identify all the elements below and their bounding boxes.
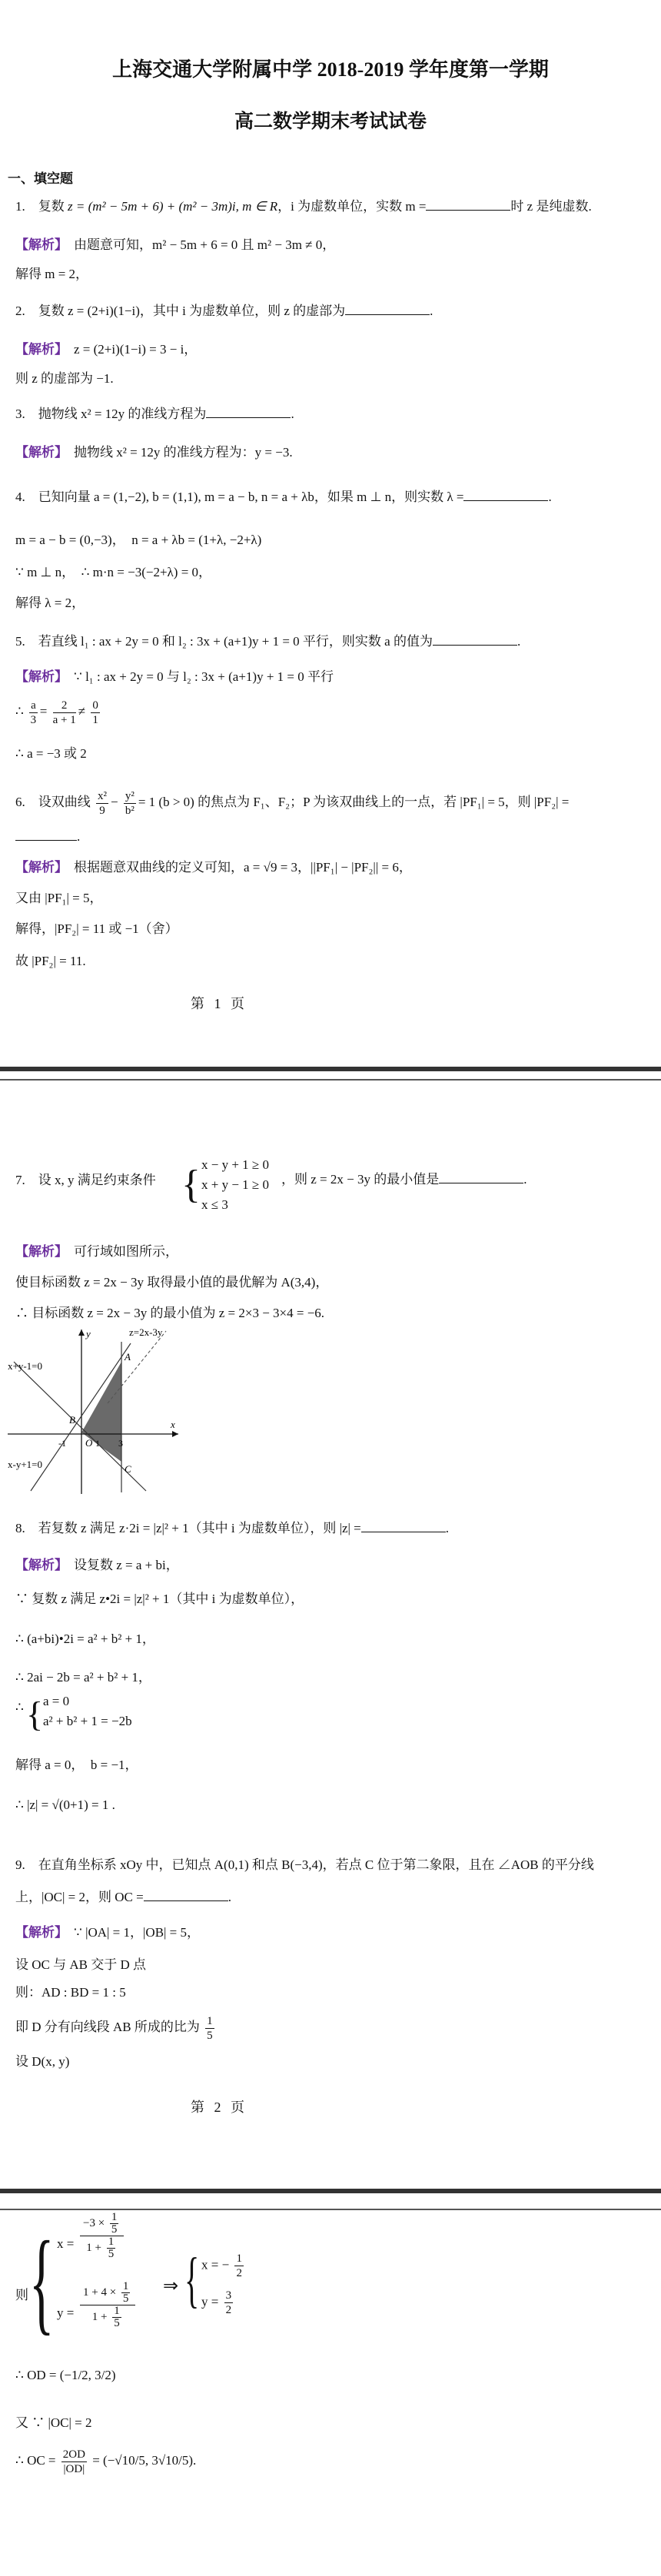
constraint-3: x ≤ 3: [201, 1197, 228, 1212]
page-number: 第 2 页: [191, 2100, 247, 2115]
solution-7-line: 使目标函数 z = 2x − 3y 取得最小值的最优解为 A(3,4)，: [15, 1275, 329, 1290]
page-1: [0, 0, 661, 1061]
answer-blank: [206, 417, 291, 418]
tick-1: 1: [95, 1438, 100, 1449]
solution-9-od: ∴ OD = (−1/2, 3/2): [15, 2368, 116, 2382]
solution-9-line: 又 ∵ |OC| = 2: [15, 2415, 92, 2430]
brace-icon: {: [29, 2218, 55, 2345]
answer-blank: [426, 210, 510, 211]
question-4: 4. 已知向量 a = (1,−2), b = (1,1), m = a − b, n = a + λb，如果 m ⊥ n，则实数 λ = .: [15, 490, 552, 504]
y-equation: y =: [57, 2305, 75, 2320]
section-heading: 一、填空题: [8, 171, 73, 186]
question-5: 5. 若直线 l₁ : ax + 2y = 0 和 l₂ : 3x + (a+1)y + 1 = 0 平行，则实数 a 的值为 .: [15, 634, 521, 649]
answer-blank: [144, 1900, 228, 1901]
tick-neg1: -1: [58, 1438, 66, 1449]
solution-7: 【解析】 可行域如图所示，: [15, 1244, 178, 1259]
label-objective: z=2x-3y: [129, 1326, 163, 1338]
question-7-tail: ，则 z = 2x − 3y 的最小值是 .: [281, 1172, 527, 1187]
label-point-c: C: [125, 1463, 131, 1475]
page-divider: [0, 1067, 661, 1071]
analysis-tag: 【解析】: [15, 669, 68, 684]
label-x: x: [171, 1419, 175, 1430]
solution-4-line: 解得 λ = 2，: [15, 596, 85, 610]
page-top-rule: [0, 2209, 661, 2210]
solution-8-line: ∴ 2ai − 2b = a² + b² + 1，: [15, 1670, 151, 1685]
x-equation: x =: [57, 2236, 75, 2251]
answer-blank: [463, 500, 548, 501]
solution-9-ratio: 即 D 分有向线段 AB 所成的比为 $\frac{1}{5}$: [15, 2014, 213, 2042]
solution-2-line: 则 z 的虚部为 −1.: [15, 371, 114, 386]
label-line-1: x+y-1=0: [8, 1360, 42, 1372]
solution-5: 【解析】 ∵ l₁ : ax + 2y = 0 与 l₂ : 3x + (a+1)y + 1 = 0 平行: [15, 669, 334, 684]
answer-blank-line: .: [15, 827, 80, 847]
solution-8-line: 解得 a = 0， b = −1，: [15, 1758, 138, 1772]
label-line-2: x-y+1=0: [8, 1459, 42, 1470]
analysis-tag: 【解析】: [15, 342, 68, 357]
question-2: 2. 复数 z = (2+i)(1−i)，其中 i 为虚数单位，则 z 的虚部为 .: [15, 304, 433, 318]
answer-blank: [15, 840, 77, 841]
solution-6-line: 解得，|PF₂| = 11 或 −1（舍）: [15, 921, 178, 936]
solution-9-line: 设 OC 与 AB 交于 D 点: [15, 1957, 147, 1972]
label-y: y: [86, 1328, 91, 1339]
label-point-a: A: [125, 1351, 131, 1363]
solution-5-fractions: ∴ $\frac{a}{3}$ = $\frac{2}{a + 1}$ ≠ $\frac{0}{1}$: [15, 699, 98, 726]
analysis-tag: 【解析】: [15, 1558, 68, 1572]
constraint-1: x − y + 1 ≥ 0: [201, 1157, 270, 1172]
solution-1-line: 解得 m = 2，: [15, 267, 89, 281]
page-2: 7. 设 x, y 满足约束条件 { x − y + 1 ≥ 0 x + y − 1 ≥ 0 x ≤ 3 ，则 z = 2x − 3y 的最小值是 . 【解析】 可行域如图所示， 使目标函数 z = 2x − 3y 取得最小值的最优解为 A(3,4)， ∴ 目标函数 z = 2x − 3y 的最小值为 z = 2×3 − 3×4 = −6. z=2x-3y x+y-1=0 x-y+1=0 A B C O -1 1 3 x y 8. 若复数 z 满足 z·2i = |z|² + 1（其中 i 为虚数单位），则 |z| = . 【解析】 设复数 z = a + bi， ∵ 复数 z 满足 z•2i = |z|² + 1（其中 i 为虚数单位）， ∴ (a+bi)•2i = a² + b² + 1， ∴ 2ai − 2b = a² + b² + 1， ∴ { a = 0 a² + b² + 1 = −2b 解得 a = 0， b = −1， ∴ |z| = √(0+1) = 1 . 9. 在直角坐标系 xOy 中，已知点 A(0,1) 和点 B(−3,4)，若点 C 位于第二象限，且在 ∠AOB 的平分线 上，|OC| = 2，则 OC = . 【解析】 ∵ |OA| = 1，|OB| = 5， 设 OC 与 AB 交于 D 点 则：AD : BD = 1 : 5 即 D 分有向线段 AB 所成的比为 $\frac{1}{5}$ 设 D(x, y) 第 2 页: [0, 1079, 661, 2178]
solution-4-line: ∵ m ⊥ n， ∴ m·n = −3(−2+λ) = 0，: [15, 565, 212, 579]
brace-icon: {: [184, 2246, 200, 2314]
result-x: x = − $\frac{1}{2}$: [201, 2252, 242, 2279]
solution-9-line: 设 D(x, y): [15, 2054, 70, 2069]
answer-blank: [433, 645, 517, 646]
solution-6: 【解析】 根据题意双曲线的定义可知，a = √9 = 3，||PF₁| − |PF₂|| = 6，: [15, 860, 412, 875]
brace-icon: {: [181, 1163, 201, 1207]
analysis-tag: 【解析】: [15, 1244, 68, 1259]
constraint-2: x + y − 1 ≥ 0: [201, 1177, 270, 1192]
solution-7-line: ∴ 目标函数 z = 2x − 3y 的最小值为 z = 2×3 − 3×4 = −6.: [15, 1306, 325, 1320]
brace-icon: {: [26, 1695, 44, 1734]
analysis-tag: 【解析】: [15, 445, 68, 460]
x-fraction: −3 × $\frac{1}{5}$ 1 + $\frac{1}{5}$: [80, 2212, 124, 2260]
question-7: 7. 设 x, y 满足约束条件: [15, 1173, 156, 1187]
solution-9: 【解析】 ∵ |OA| = 1，|OB| = 5，: [15, 1925, 201, 1940]
solution-2: 【解析】 z = (2+i)(1−i) = 3 − i，: [15, 342, 198, 357]
page-3: [0, 2206, 661, 2576]
analysis-tag: 【解析】: [15, 860, 68, 875]
question-6: 6. 设双曲线 $\frac{\text{x²}}{9}$ − $\frac{\text{y²}}{\text{b²}}$ = 1 (b > 0) 的焦点为 F₁、F₂；P 为该双曲线上的一点，若 |PF₁| = 5，则 |PF₂| =: [15, 789, 570, 817]
question-9-line-2: 上，|OC| = 2，则 OC = .: [15, 1890, 231, 1904]
y-axis-arrow-icon: [78, 1329, 85, 1336]
y-fraction: 1 + 4 × $\frac{1}{5}$ 1 + $\frac{1}{5}$: [80, 2281, 135, 2329]
question-1: 1. 复数 z = (m² − 5m + 6) + (m² − 3m)i, m ∈ R，i 为虚数单位，实数 m = 时 z 是纯虚数.: [15, 199, 592, 214]
question-3: 3. 抛物线 x² = 12y 的准线方程为 .: [15, 407, 294, 421]
solution-8: 【解析】 设复数 z = a + bi，: [15, 1558, 179, 1572]
solution-8-line: ∴ |z| = √(0+1) = 1 .: [15, 1798, 115, 1812]
tick-3: 3: [118, 1438, 123, 1449]
solution-5-line: ∴ a = −3 或 2: [15, 746, 87, 761]
feasible-region-graph: [8, 1326, 184, 1495]
x-axis-arrow-icon: [172, 1431, 178, 1437]
label-origin: O: [85, 1437, 93, 1449]
page-number: 第 1 页: [191, 996, 247, 1011]
solution-1: 【解析】 由题意可知，m² − 5m + 6 = 0 且 m² − 3m ≠ 0，: [15, 237, 336, 252]
question-8: 8. 若复数 z 满足 z·2i = |z|² + 1（其中 i 为虚数单位），则 |z| = .: [15, 1521, 450, 1535]
page-divider: [0, 2189, 661, 2193]
solution-4-line: m = a − b = (0,−3)， n = a + λb = (1+λ, −2+λ): [15, 533, 262, 547]
solution-3: 【解析】 抛物线 x² = 12y 的准线方程为：y = −3.: [15, 445, 293, 460]
solution-9-line: 则：AD : BD = 1 : 5: [15, 1985, 126, 2000]
then-label: 则: [15, 2288, 28, 2302]
implies-icon: ⇒: [163, 2275, 179, 2296]
question-9: 9. 在直角坐标系 xOy 中，已知点 A(0,1) 和点 B(−3,4)，若点 C 位于第二象限，且在 ∠AOB 的平分线: [15, 1857, 594, 1872]
solution-9-final: ∴ OC = $\frac{2OD}{|OD|}$ = (−√10/5, 3√10/5).: [15, 2448, 197, 2475]
solution-8-line: ∴ (a+bi)•2i = a² + b² + 1，: [15, 1632, 155, 1646]
page-top-rule: [0, 1079, 661, 1081]
answer-blank: [345, 314, 430, 315]
label-point-b: B: [69, 1414, 75, 1426]
result-y: y = $\frac{3}{2}$: [201, 2289, 232, 2316]
solution-6-line: 故 |PF₂| = 11.: [15, 954, 86, 968]
analysis-tag: 【解析】: [15, 237, 68, 252]
system-eq-2: a² + b² + 1 = −2b: [43, 1714, 132, 1728]
system-eq-1: a = 0: [43, 1694, 70, 1708]
document-title: 上海交通大学附属中学 2018-2019 学年度第一学期: [112, 58, 549, 81]
solution-6-line: 又由 |PF₁| = 5，: [15, 891, 103, 905]
analysis-tag: 【解析】: [15, 1925, 68, 1940]
document-subtitle: 高二数学期末考试试卷: [234, 111, 427, 132]
solution-8-line: ∵ 复数 z 满足 z•2i = |z|² + 1（其中 i 为虚数单位），: [15, 1592, 304, 1606]
